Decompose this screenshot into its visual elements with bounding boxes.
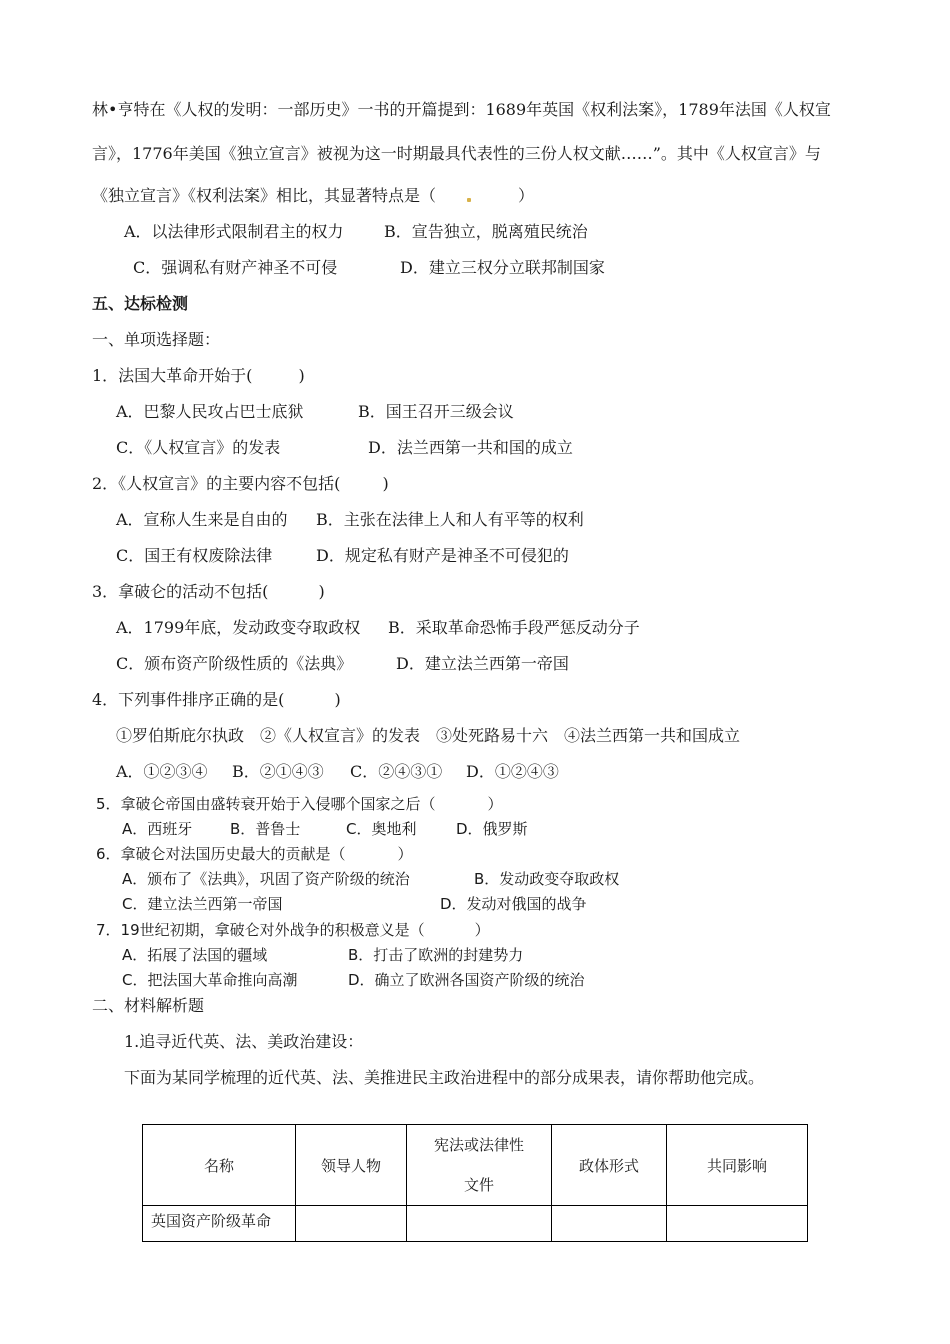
intro-bracket-close: ） bbox=[518, 186, 535, 205]
question-1-text: 1．法国大革命开始于( bbox=[92, 366, 253, 385]
intro-line-1: 林•亨特在《人权的发明：一部历史》一书的开篇提到：1689年英国《权利法案》，1789年法国《人权宣 bbox=[92, 100, 831, 119]
question-4-option-a: A．①②③④ bbox=[116, 762, 208, 781]
question-1-option-c: C．《人权宣言》的发表 bbox=[116, 438, 281, 457]
question-6-close: ） bbox=[397, 845, 413, 863]
intro-line-3 bbox=[92, 186, 534, 206]
question-4-option-b: B．②①④③ bbox=[232, 762, 324, 781]
ink-mark bbox=[467, 198, 471, 202]
question-7-close: ） bbox=[474, 921, 490, 939]
question-3-option-d: D．建立法兰西第一帝国 bbox=[396, 654, 569, 673]
question-6-stem bbox=[96, 844, 413, 864]
header-name-text: 名称 bbox=[203, 1156, 234, 1175]
question-4-stem bbox=[92, 690, 341, 710]
part-2-title: 二、材料解析题 bbox=[92, 996, 205, 1015]
question-2-option-b: B．主张在法律上人和人有平等的权利 bbox=[316, 510, 584, 529]
question-5-option-b: B．普鲁士 bbox=[230, 820, 301, 838]
header-constitution-line-2: 文件 bbox=[463, 1176, 494, 1194]
question-3-text: 3．拿破仑的活动不包括( bbox=[92, 582, 269, 601]
intro-option-a: A．以法律形式限制君主的权力 bbox=[124, 222, 344, 241]
question-7-stem bbox=[96, 920, 490, 940]
row-name-cell bbox=[143, 1206, 296, 1242]
question-2-option-c: C．国王有权废除法律 bbox=[116, 546, 273, 565]
row-name-text: 英国资产阶级革命 bbox=[151, 1212, 272, 1230]
question-3-option-a: A．1799年底，发动政变夺取政权 bbox=[116, 618, 361, 637]
header-leader bbox=[296, 1125, 407, 1206]
header-leader-text: 领导人物 bbox=[320, 1156, 381, 1175]
question-1-stem bbox=[92, 366, 305, 386]
header-constitution bbox=[407, 1125, 552, 1206]
question-4-option-d: D．①②④③ bbox=[466, 762, 559, 781]
question-2-option-d: D．规定私有财产是神圣不可侵犯的 bbox=[316, 546, 569, 565]
section-5-title: 五、达标检测 bbox=[92, 294, 189, 313]
question-7-text: 7．19世纪初期，拿破仑对外战争的积极意义是（ bbox=[96, 921, 425, 939]
header-name bbox=[143, 1125, 296, 1206]
question-5-text: 5．拿破仑帝国由盛转衰开始于入侵哪个国家之后（ bbox=[96, 795, 436, 813]
header-common-impact bbox=[667, 1125, 808, 1206]
header-common-impact-text: 共同影响 bbox=[706, 1156, 767, 1175]
question-7-option-b: B．打击了欧洲的封建势力 bbox=[348, 946, 524, 964]
intro-question: 《独立宣言》《权利法案》相比，其显著特点是（ bbox=[92, 186, 437, 205]
row-constitution-cell[interactable] bbox=[407, 1206, 552, 1242]
question-6-text: 6．拿破仑对法国历史最大的贡献是（ bbox=[96, 845, 346, 863]
question-5-close: ） bbox=[487, 795, 503, 813]
question-7-option-d: D．确立了欧洲各国资产阶级的统治 bbox=[348, 971, 585, 989]
table-header-row bbox=[143, 1125, 808, 1206]
question-1-option-a: A．巴黎人民攻占巴士底狱 bbox=[116, 402, 304, 421]
question-7-option-a: A．拓展了法国的疆域 bbox=[122, 946, 268, 964]
question-5-option-a: A．西班牙 bbox=[122, 820, 193, 838]
intro-line-2: 言》，1776年美国《独立宣言》被视为这一时期最具代表性的三份人权文献……”。其中《人权宣言》与 bbox=[92, 144, 821, 163]
question-7-option-c: C．把法国大革命推向高潮 bbox=[122, 971, 298, 989]
question-2-stem bbox=[92, 474, 389, 494]
question-5-option-d: D．俄罗斯 bbox=[456, 820, 528, 838]
part-2-description: 下面为某同学梳理的近代英、法、美推进民主政治进程中的部分成果表，请你帮助他完成。 bbox=[124, 1068, 765, 1087]
question-3-close: ) bbox=[318, 582, 325, 601]
row-leader-cell[interactable] bbox=[296, 1206, 407, 1242]
intro-option-c: C．强调私有财产神圣不可侵 bbox=[133, 258, 338, 277]
question-5-option-c: C．奥地利 bbox=[346, 820, 417, 838]
question-3-option-c: C．颁布资产阶级性质的《法典》 bbox=[116, 654, 353, 673]
results-table bbox=[142, 1124, 808, 1242]
question-5-stem bbox=[96, 794, 503, 814]
header-government-form-text: 政体形式 bbox=[578, 1156, 639, 1175]
intro-option-d: D．建立三权分立联邦制国家 bbox=[400, 258, 605, 277]
table-row bbox=[143, 1206, 808, 1242]
question-2-close: ) bbox=[382, 474, 389, 493]
question-6-option-a: A．颁布了《法典》，巩固了资产阶级的统治 bbox=[122, 870, 410, 888]
question-6-option-c: C．建立法兰西第一帝国 bbox=[122, 895, 283, 913]
header-constitution-line-1: 宪法或法律性 bbox=[433, 1136, 524, 1154]
part-1-title: 一、单项选择题： bbox=[92, 330, 221, 349]
intro-option-b: B．宣告独立，脱离殖民统治 bbox=[384, 222, 588, 241]
question-2-option-a: A．宣称人生来是自由的 bbox=[116, 510, 288, 529]
row-government-form-cell[interactable] bbox=[552, 1206, 667, 1242]
question-3-option-b: B．采取革命恐怖手段严惩反动分子 bbox=[388, 618, 640, 637]
row-common-impact-cell[interactable] bbox=[667, 1206, 808, 1242]
question-6-option-d: D．发动对俄国的战争 bbox=[440, 895, 587, 913]
question-1-option-d: D．法兰西第一共和国的成立 bbox=[368, 438, 573, 457]
question-6-option-b: B．发动政变夺取政权 bbox=[474, 870, 620, 888]
question-3-stem bbox=[92, 582, 325, 602]
question-4-events: ①罗伯斯庇尔执政 ②《人权宣言》的发表 ③处死路易十六 ④法兰西第一共和国成立 bbox=[116, 726, 741, 745]
question-4-close: ) bbox=[334, 690, 341, 709]
question-1-close: ) bbox=[298, 366, 305, 385]
question-4-option-c: C．②④③① bbox=[350, 762, 443, 781]
part-2-question-1: 1.追寻近代英、法、美政治建设： bbox=[124, 1032, 364, 1051]
question-1-option-b: B．国王召开三级会议 bbox=[358, 402, 514, 421]
question-4-text: 4．下列事件排序正确的是( bbox=[92, 690, 285, 709]
question-2-text: 2．《人权宣言》的主要内容不包括( bbox=[92, 474, 341, 493]
header-government-form bbox=[552, 1125, 667, 1206]
